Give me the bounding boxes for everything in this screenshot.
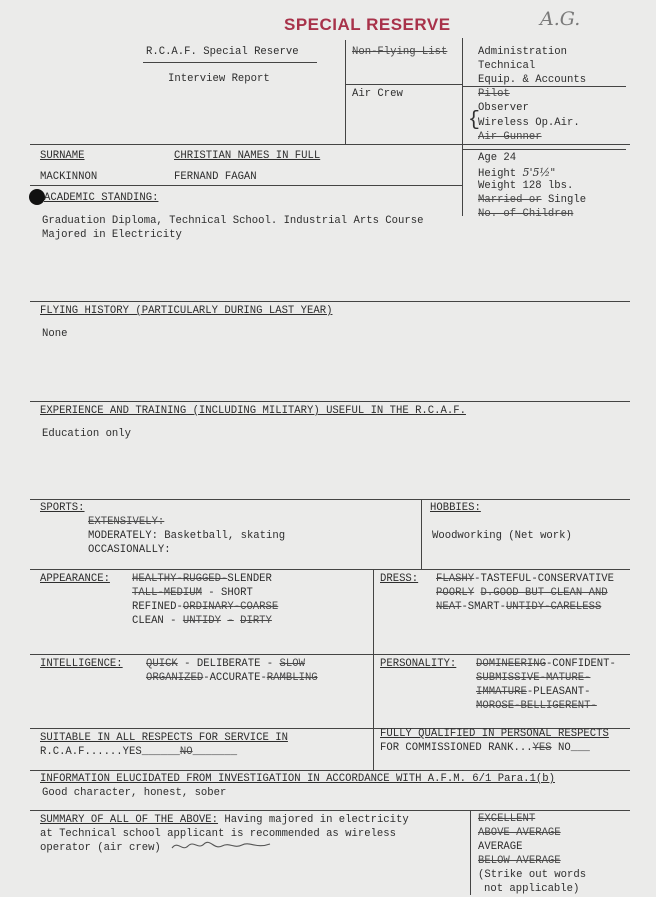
branch-technical: Technical [478,60,536,72]
personality-immature: IMMATURE [476,686,527,698]
sports-label: SPORTS: [40,502,85,514]
interview-report-page: SPECIAL RESERVE A.G. R.C.A.F. Special Reserve Interview Report Non-Flying List Air Crew Administration Technical Equip. & Accounts Pilot Observer Wireless Op.Air. Air Gunner { SURNAME CHRISTIAN NAMES IN FULL MACKINNON FERNAND FAGAN Age 24 Height 5'5½" Weight 128 lbs. Married or Single No. of Children ACADEMIC STANDING: Graduation Diploma, Technical School. Industrial Arts Course Majored in Electricity FLYING HISTORY (PARTICULARLY DURING LAST YEAR) None EXPERIENCE AND TRAINING (INCLUDING MILITARY) USEFUL IN THE R.C.A.F. Education only SPORTS: EXTENSIVELY: MODERATELY: Basketball, skating OCCASIONALLY: HOBBIES: Woodworking (Net work) APPEARANCE: HEALTHY-RUGGED-SLENDER TALL-MEDIUM - SHORT REFINED-ORDINARY-COARSE CLEAN - UNTIDY - DIRTY DRESS: FLASHY-TASTEFUL-CONSERVATIVE POORLY D.GOOD BUT CLEAN AND NEAT-SMART-UNTIDY-CARELESS INTELLIGENCE: QUICK - DELIBERATE - SLOW ORGANIZED-ACCURATE-RAMBLING PERSONALITY: DOMINEERING-CONFIDENT- SUBMISSIVE-MATURE- IMMATURE-PLEASANT- MOROSE-BELLIGERENT- SUITABLE IN ALL RESPECTS FOR SERVICE IN R.C.A.F......YES______NO_______ FULLY QUALIFIED IN PERSONAL RESPECTS FOR COMMISSIONED RANK...YES NO___ INFORMATION ELUCIDATED FROM INVESTIGATION IN ACCORDANCE WITH A.F.M. 6/1 Para.1(b) Good character, honest, sober SUMMARY OF ALL OF THE ABOVE: Having majored in electricity at Technical school applicant is recommended as wireless operator (air crew) EXCELLENT ABOVE AVERAGE AVERAGE BELOW AVERAGE (Strike out words not applicable) [0,0,656,897]
handwritten-initials: A.G. [540,8,581,30]
rating-average: AVERAGE [478,841,523,853]
christian-names-label: CHRISTIAN NAMES IN FULL [174,150,321,162]
married-option: Married or [478,194,542,206]
appearance-dirty: DIRTY [240,615,272,627]
rating-note-2: not applicable) [484,883,580,895]
appearance-untidy: UNTIDY [182,615,222,627]
personality-label: PERSONALITY: [380,658,457,670]
commission-yes: YES [532,742,552,754]
experience-value: Education only [42,428,132,440]
personality-domineering: DOMINEERING [476,658,546,670]
sports-divider [421,499,422,569]
personality-pleasant: PLEASANT [533,686,585,698]
academic-label: ACADEMIC STANDING: [44,192,159,204]
branch-equip-accounts: Equip. & Accounts [478,74,587,86]
appearance-top-line [30,569,630,570]
appearance-divider [373,569,374,729]
intelligence-deliberate: DELIBERATE [196,658,261,670]
flying-history-value: None [42,328,68,340]
hobbies-value: Woodworking (Net work) [432,530,572,542]
role-gunner: Air Gunner [478,131,542,143]
height-label: Height [478,168,517,180]
flying-history-label: FLYING HISTORY (PARTICULARLY DURING LAST YEAR) [40,305,333,317]
summary-top-line [30,810,630,811]
special-reserve-stamp: SPECIAL RESERVE [284,15,451,34]
dress-conservative: CONSERVATIVE [537,573,615,585]
investigation-value: Good character, honest, sober [42,787,227,799]
title-underline [143,62,317,63]
dress-untidy-careless: UNTIDY-CARELESS [505,601,602,613]
non-flying-list: Non-Flying List [352,46,448,58]
appearance-rugged: RUGGED [182,573,222,585]
single-option: Single [547,194,587,206]
role-wireless: Wireless Op.Air. [478,117,580,129]
appearance-clean: CLEAN [132,615,164,627]
appearance-refined: REFINED [132,601,177,613]
sports-extensively: EXTENSIVELY: [88,516,165,528]
appearance-slender: SLENDER [227,573,272,585]
academic-line-1: Graduation Diploma, Technical School. Industrial Arts Course [42,215,424,227]
investigation-top-line [30,770,630,771]
surname-label: SURNAME [40,150,85,162]
investigation-label: INFORMATION ELUCIDATED FROM INVESTIGATION IN ACCORDANCE WITH A.F.M. 6/1 Para.1(b) [40,773,555,785]
intelligence-label: INTELLIGENCE: [40,658,123,670]
suitability-no: NO [179,746,193,758]
personality-submissive: SUBMISSIVE [476,672,540,684]
personality-belligerent: BELLIGERENT [520,700,591,712]
rating-excellent: EXCELLENT [478,813,536,825]
header-divider-1 [345,40,346,144]
roles-line [462,86,626,87]
appearance-medium: MEDIUM [163,587,202,599]
experience-label: EXPERIENCE AND TRAINING (INCLUDING MILITARY) USEFUL IN THE R.C.A.F. [40,405,466,417]
header-divider-2 [462,38,463,216]
suitability-divider [373,728,374,770]
appearance-label: APPEARANCE: [40,573,110,585]
flying-top-line [30,301,630,302]
role-pilot: Pilot [478,88,510,100]
intelligence-rambling: RAMBLING [266,672,318,684]
academic-line-2: Majored in Electricity [42,229,182,241]
dress-tasteful: TASTEFUL [480,573,532,585]
rating-note-1: (Strike out words [478,869,587,881]
intelligence-accurate: ACCURATE [209,672,261,684]
role-observer: Observer [478,102,529,114]
sports-top-line [30,499,630,500]
dress-smart: SMART [467,601,500,613]
intelligence-top-line [30,654,630,655]
children-label: No. of Children [478,208,574,220]
appearance-coarse: COARSE [240,601,279,613]
experience-top-line [30,401,630,402]
personality-morose: MOROSE [476,700,515,712]
air-crew-label: Air Crew [352,88,403,100]
dress-good-but-clean: D.GOOD BUT CLEAN AND [480,587,608,599]
branch-administration: Administration [478,46,568,58]
appearance-ordinary: ORDINARY [182,601,234,613]
role-brace: { [468,109,481,132]
sports-moderately: MODERATELY: [88,530,158,542]
rating-above-average: ABOVE AVERAGE [478,827,561,839]
summary-line-2: at Technical school applicant is recommended as wireless [40,828,397,840]
height-value: 5'5½" [522,166,556,179]
sports-moderately-value: Basketball, skating [164,530,286,542]
dress-label: DRESS: [380,573,419,585]
personality-mature: MATURE [545,672,585,684]
handwritten-signature [170,838,275,854]
appearance-healthy: HEALTHY [132,573,177,585]
dress-neat: NEAT [436,601,462,613]
dress-poorly: POORLY [436,587,475,599]
intelligence-slow: SLOW [279,658,305,670]
weight-label: Weight [478,180,517,192]
form-subtitle: Interview Report [168,73,270,85]
summary-line-3: operator (air crew) [40,842,161,854]
summary-divider [470,810,471,895]
appearance-short: SHORT [221,587,253,599]
summary-label: SUMMARY OF ALL OF THE ABOVE: [40,814,219,826]
surname-value: MACKINNON [40,171,98,183]
appearance-tall: TALL [132,587,158,599]
age-value: Age 24 [478,152,517,164]
air-crew-line [345,84,463,85]
hobbies-label: HOBBIES: [430,502,481,514]
summary-line-1: Having majored in electricity [224,814,409,826]
name-bottom-line [30,185,462,186]
personality-confident: CONFIDENT [552,658,610,670]
dress-flashy: FLASHY [436,573,475,585]
commission-line-2: FOR COMMISSIONED RANK... [380,742,533,754]
intelligence-organized: ORGANIZED [146,672,204,684]
commission-no: NO [558,742,571,754]
intelligence-quick: QUICK [146,658,178,670]
header-bottom-line [30,144,630,145]
suitability-line-1: SUITABLE IN ALL RESPECTS FOR SERVICE IN [40,732,288,744]
form-title: R.C.A.F. Special Reserve [146,46,299,58]
commission-line-1: FULLY QUALIFIED IN PERSONAL RESPECTS [380,728,609,740]
punch-hole [29,189,45,205]
header-bottom-line-2 [462,149,626,150]
suitability-yes: R.C.A.F......YES [40,746,142,758]
rating-below-average: BELOW AVERAGE [478,855,561,867]
sports-occasionally: OCCASIONALLY: [88,544,171,556]
christian-names-value: FERNAND FAGAN [174,171,257,183]
weight-value: 128 lbs. [522,180,574,192]
